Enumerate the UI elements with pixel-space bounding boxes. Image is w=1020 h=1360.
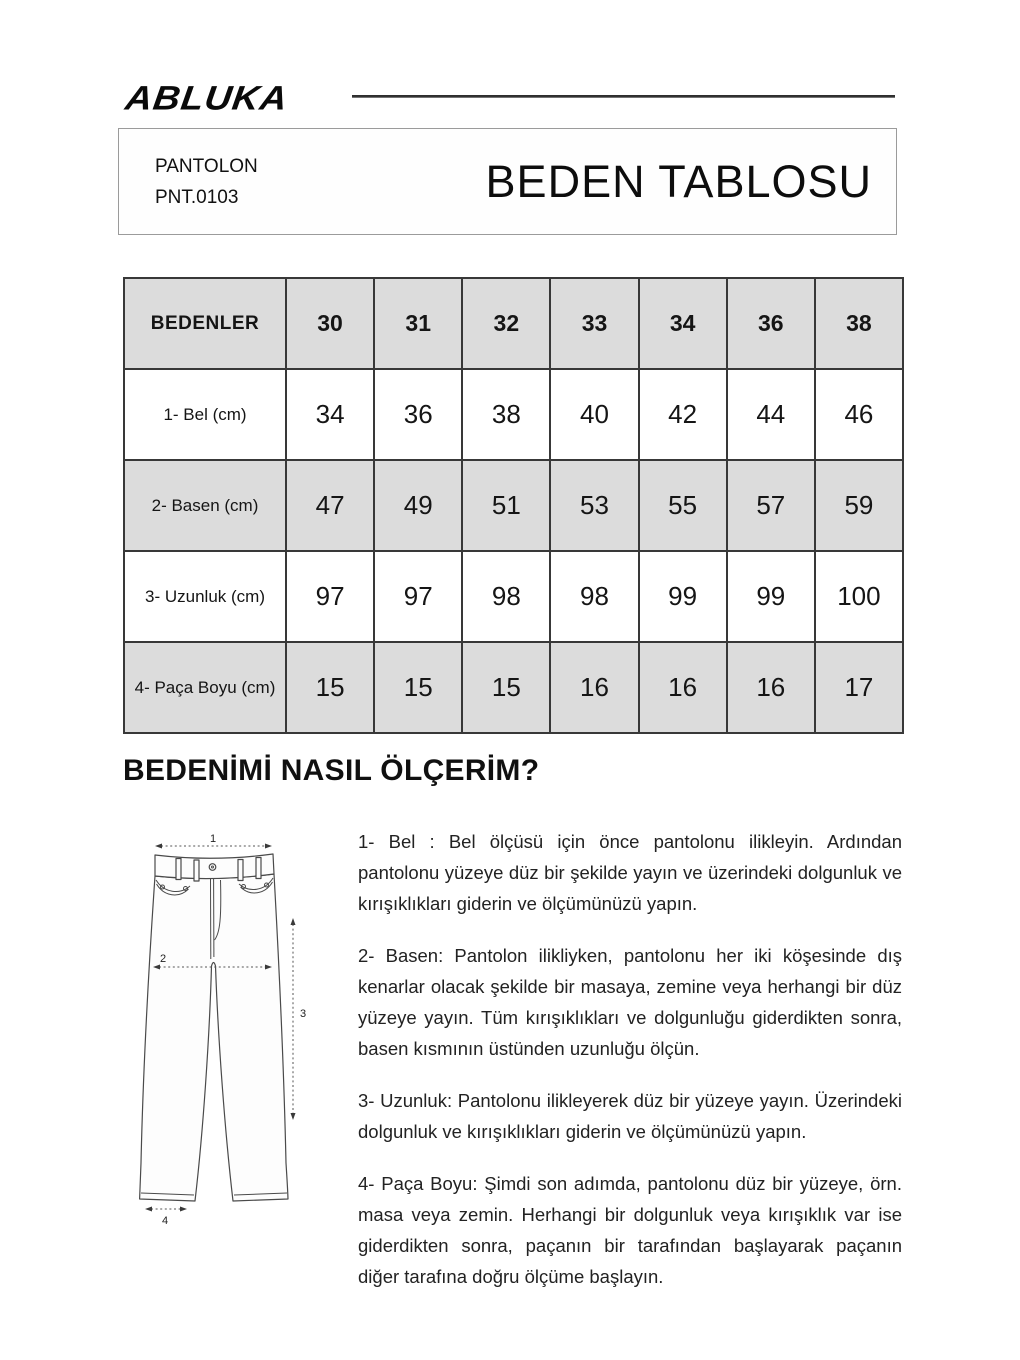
instruction-uzunluk: 3- Uzunluk: Pantolonu ilikleyerek düz bir yüzeye yayın. Üzerindeki dolgunluk ve kırışıklıkları giderin ve ölçümünüzü yapın. (358, 1090, 902, 1142)
product-info (155, 151, 258, 213)
size-value: 15 (462, 642, 550, 733)
table-row-uzunluk (124, 551, 903, 642)
pants-button (209, 864, 216, 871)
table-row-paca-boyu (124, 642, 903, 733)
instruction-bel: 1- Bel : Bel ölçüsü için önce pantolonu ilikleyin. Ardından pantolonu yüzeye düz bir şekilde yayın ve üzerindeki dolgunluk ve kırışıklıkları giderin ve ölçümünüzü yapın. (358, 831, 902, 914)
size-table (123, 277, 904, 734)
instruction-basen: 2- Basen: Pantolon ilikliyken, pantolonu her iki köşesinde dış kenarlar olacak şekilde bir masaya, zemine veya herhangi bir düz yüzeye yayın. Tüm kırışıklıkları ve dolgunluğu giderdikten sonra, basen kısmının üstünden uzunluğu ölçün. (358, 945, 902, 1059)
diagram-label-waist: 1 (209, 833, 217, 845)
product-code-label: PNT.0103 (155, 186, 239, 208)
header-rule-divider (352, 95, 895, 98)
pants-diagram (135, 833, 350, 1240)
size-value: 40 (550, 369, 638, 460)
size-column-header: 30 (286, 278, 374, 369)
size-column-header: 32 (462, 278, 550, 369)
size-value: 38 (462, 369, 550, 460)
size-column-header: 33 (550, 278, 638, 369)
size-value: 97 (286, 551, 374, 642)
size-value: 17 (815, 642, 903, 733)
size-value: 100 (815, 551, 903, 642)
guide-heading: BEDENİMİ NASIL ÖLÇERİM? (123, 754, 540, 787)
diagram-label-hem: 4 (161, 1215, 169, 1227)
measurement-instructions (358, 826, 902, 1313)
size-chart-title: BEDEN TABLOSU (485, 155, 872, 207)
size-value: 36 (374, 369, 462, 460)
size-value: 55 (639, 460, 727, 551)
size-value: 16 (727, 642, 815, 733)
size-column-header: 38 (815, 278, 903, 369)
size-value: 15 (286, 642, 374, 733)
measure-label: 1- Bel (cm) (124, 369, 286, 460)
table-corner-header: BEDENLER (124, 278, 286, 369)
size-value: 57 (727, 460, 815, 551)
dim-line-length (291, 918, 307, 1120)
size-value: 59 (815, 460, 903, 551)
dim-line-hem (145, 1207, 187, 1228)
size-value: 16 (550, 642, 638, 733)
size-value: 47 (286, 460, 374, 551)
size-value: 46 (815, 369, 903, 460)
size-value: 99 (727, 551, 815, 642)
size-value: 51 (462, 460, 550, 551)
measure-label: 3- Uzunluk (cm) (124, 551, 286, 642)
size-column-header: 36 (727, 278, 815, 369)
diagram-label-length: 3 (300, 1008, 307, 1020)
dim-line-waist (155, 833, 272, 849)
table-header-row (124, 278, 903, 369)
size-column-header: 31 (374, 278, 462, 369)
brand-logo: ABLUKA (123, 79, 291, 118)
size-column-header: 34 (639, 278, 727, 369)
size-value: 42 (639, 369, 727, 460)
measure-label: 2- Basen (cm) (124, 460, 286, 551)
table-row-bel (124, 369, 903, 460)
size-value: 99 (639, 551, 727, 642)
size-value: 97 (374, 551, 462, 642)
size-value: 15 (374, 642, 462, 733)
product-type-label: PANTOLON (155, 155, 258, 177)
title-card (118, 128, 897, 235)
size-value: 98 (550, 551, 638, 642)
diagram-label-hip: 2 (159, 953, 167, 965)
size-value: 49 (374, 460, 462, 551)
instruction-paca-boyu: 4- Paça Boyu: Şimdi son adımda, pantolonu düz bir yüzeye, örn. masa veya zemin. Herhangi bir dolgunluk veya kırışıklık var ise giderdikten sonra, paçanın bir tarafından başlayarak paçanın diğer tarafına doğru ölçüme başlayın. (358, 1173, 902, 1287)
measure-label: 4- Paça Boyu (cm) (124, 642, 286, 733)
size-value: 34 (286, 369, 374, 460)
table-row-basen (124, 460, 903, 551)
size-value: 98 (462, 551, 550, 642)
size-value: 53 (550, 460, 638, 551)
size-value: 44 (727, 369, 815, 460)
size-value: 16 (639, 642, 727, 733)
